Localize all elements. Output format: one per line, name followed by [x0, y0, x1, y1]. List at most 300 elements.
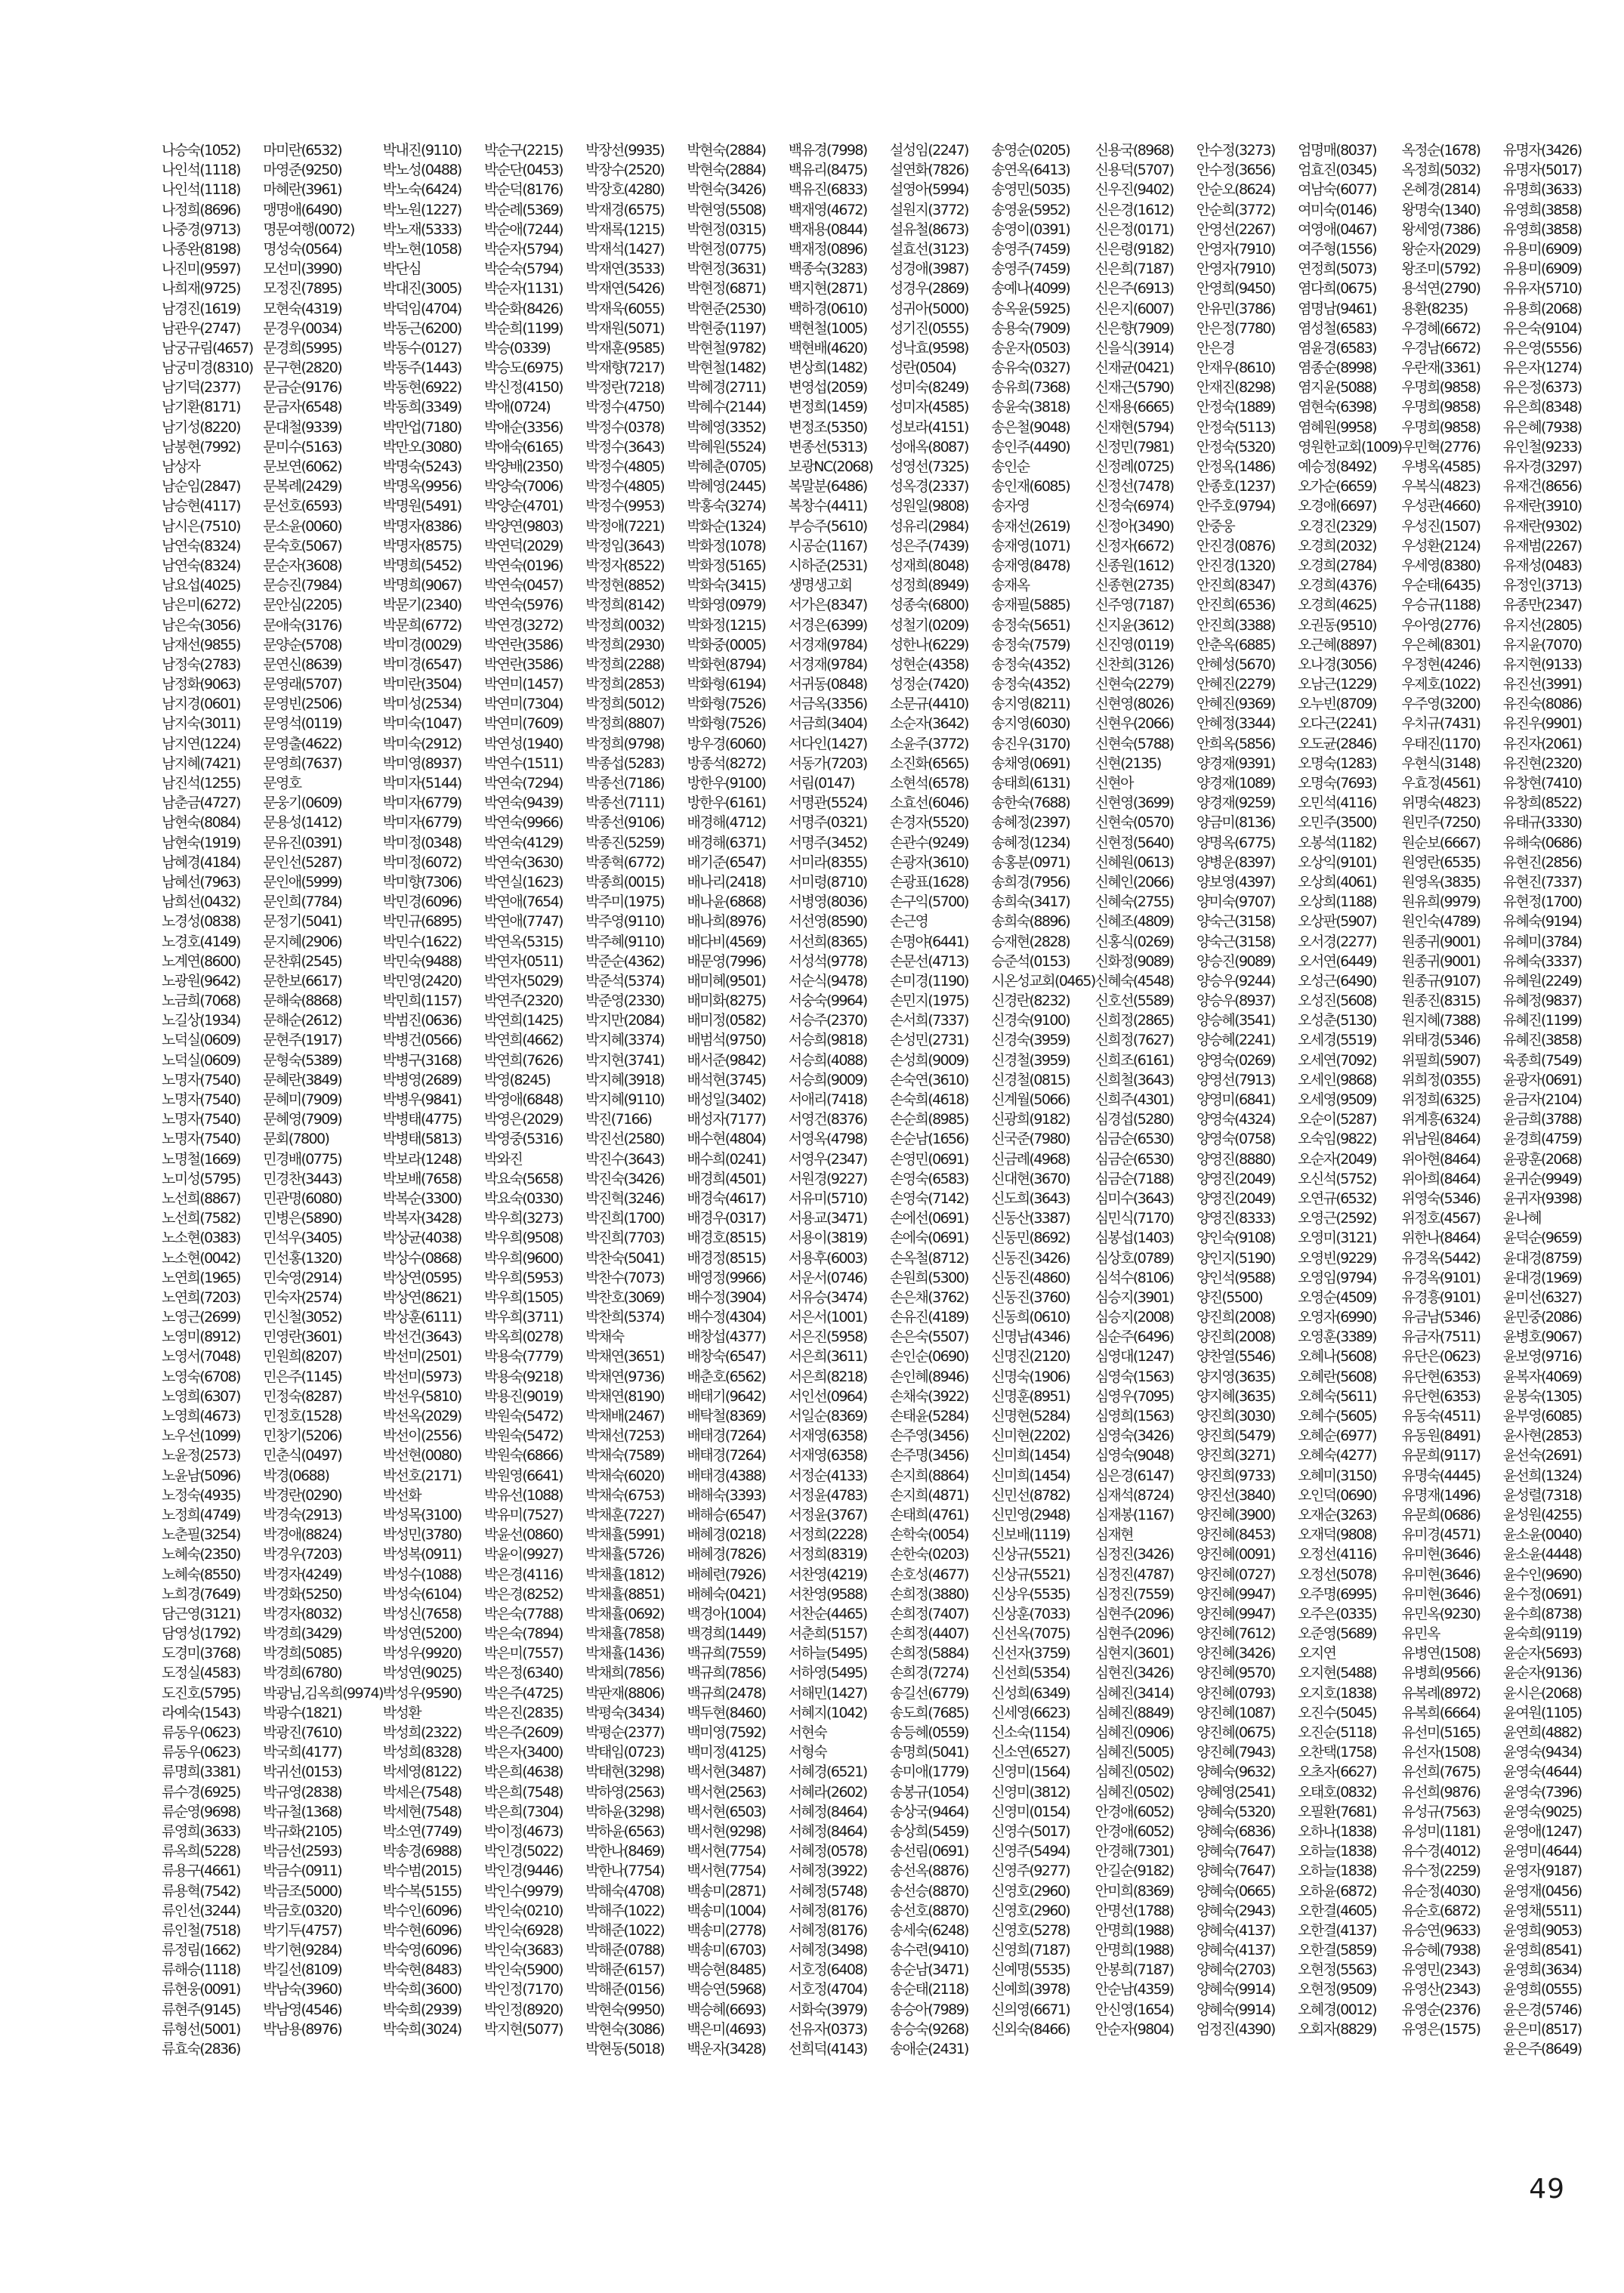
name-entry: 박경자(8032): [263, 1605, 342, 1622]
name-entry: 우현식(3148): [1401, 755, 1480, 772]
name-entry: 박원숙(5472): [484, 1427, 563, 1445]
name-entry: 박인숙(0210): [484, 1902, 563, 1919]
name-entry: 배수희(0241): [687, 1150, 766, 1168]
name-entry: 박장호(4280): [585, 181, 665, 199]
name-entry: 손명야(6441): [890, 933, 968, 950]
name-entry: 노선희(7582): [162, 1210, 240, 1227]
name-entry: 송영윤(5952): [991, 201, 1070, 218]
name-entry: 양승진(9089): [1196, 952, 1275, 970]
name-entry: 양진희(3271): [1196, 1447, 1275, 1464]
name-entry: 배태기(9642): [687, 1387, 766, 1405]
name-entry: 신은향(7909): [1095, 319, 1174, 337]
name-entry: 노영희(4673): [162, 1408, 240, 1424]
name-entry: 남관우(2747): [162, 319, 240, 337]
name-entry: 박판재(8806): [585, 1684, 665, 1702]
name-entry: 박영은(2029): [484, 1111, 563, 1128]
name-entry: 양진혜(0675): [1196, 1724, 1275, 1741]
name-entry: 박민수(1622): [382, 933, 462, 950]
name-entry: 박화순(1324): [687, 517, 766, 535]
name-entry: 박금호(0320): [263, 1902, 342, 1919]
name-entry: 설효선(3123): [890, 240, 968, 258]
name-entry: 박만업(7180): [382, 418, 462, 436]
name-entry: 오지연: [1298, 1645, 1336, 1662]
name-entry: 박수현(6096): [382, 1921, 462, 1939]
name-entry: 박현준(2530): [687, 300, 766, 317]
name-entry: 백서현(7754): [687, 1862, 766, 1880]
name-entry: 유선미(5165): [1401, 1724, 1480, 1741]
name-entry: 송길선(6779): [890, 1684, 968, 1702]
name-entry: 박해주(1022): [585, 1902, 665, 1919]
name-entry: 신현영(8026): [1095, 696, 1174, 713]
name-entry: 설연화(7826): [890, 162, 968, 179]
name-entry: 오민석(4116): [1298, 795, 1376, 812]
name-entry: 백하경(0610): [788, 300, 867, 317]
name-entry: 안명희(1988): [1095, 1921, 1174, 1939]
name-entry: 원지혜(7388): [1401, 1012, 1480, 1029]
name-entry: 송인재(6085): [991, 478, 1070, 495]
name-entry: 박은진(2835): [484, 1704, 563, 1721]
name-entry: 박화정(1215): [687, 616, 766, 634]
name-entry: 유선희(9876): [1401, 1783, 1480, 1801]
name-entry: 안신영(1654): [1095, 2001, 1174, 2018]
name-entry: 남승현(4117): [162, 498, 240, 515]
name-entry: 변영섭(2059): [788, 379, 867, 397]
name-entry: 박한나(7754): [585, 1862, 665, 1880]
name-entry: 민정숙(8287): [263, 1387, 342, 1405]
name-entry: 배석현(3745): [687, 1071, 766, 1088]
name-entry: 박연희(7626): [484, 1051, 563, 1069]
name-entry: 송정숙(4352): [991, 656, 1070, 673]
name-entry: 박명옥(9956): [382, 478, 462, 495]
name-entry: 유지선(2805): [1502, 616, 1582, 634]
name-entry: 유현정(1700): [1502, 893, 1582, 911]
name-entry: 양영진(8333): [1196, 1210, 1275, 1227]
name-entry: 송유숙(0327): [991, 360, 1070, 377]
name-entry: 남혜경(4184): [162, 853, 240, 871]
name-entry: 오주명(6995): [1298, 1585, 1376, 1603]
name-entry: 송봉규(1054): [890, 1783, 968, 1801]
name-entry: 서혜정(8176): [788, 1902, 867, 1919]
name-entry: 신정민(7981): [1095, 438, 1174, 455]
name-entry: 오혜순(6977): [1298, 1427, 1376, 1445]
name-entry: 양진희(2008): [1196, 1329, 1275, 1346]
name-entry: 문경우(0034): [263, 319, 342, 337]
name-entry: 승준석(0153): [991, 952, 1070, 970]
name-entry: 박경란(0290): [263, 1486, 342, 1504]
name-entry: 유진현(2320): [1502, 755, 1582, 772]
name-entry: 서혜정(8464): [788, 1822, 867, 1840]
name-entry: 신영희(7187): [991, 1942, 1070, 1959]
name-entry: 백현철(1005): [788, 319, 867, 337]
name-entry: 박정희(8807): [585, 715, 665, 733]
name-entry: 명성숙(0564): [263, 240, 342, 258]
name-entry: 위한나(8464): [1401, 1230, 1480, 1247]
name-entry: 유경옥(5442): [1401, 1249, 1480, 1267]
name-entry: 안희옥(5856): [1196, 735, 1275, 752]
name-entry: 노희경(7649): [162, 1585, 240, 1603]
name-entry: 남은숙(3056): [162, 616, 240, 634]
name-entry: 박주미(1975): [585, 893, 665, 911]
name-entry: 윤귀순(9949): [1502, 1170, 1582, 1187]
name-entry: 윤수인(9690): [1502, 1566, 1582, 1583]
name-entry: 박명희(5452): [382, 557, 462, 574]
name-entry: 신혜숙(4548): [1095, 972, 1174, 989]
name-column: [991, 140, 1095, 2059]
name-entry: 성옥경(2337): [890, 478, 968, 495]
name-entry: 류수경(6925): [162, 1783, 240, 1801]
name-entry: 윤보영(9716): [1502, 1348, 1582, 1366]
name-entry: 오명숙(7693): [1298, 775, 1376, 792]
name-entry: 윤미선(6327): [1502, 1288, 1582, 1306]
name-entry: 여남숙(6077): [1298, 181, 1376, 199]
name-entry: 백재용(0844): [788, 221, 867, 238]
name-entry: 우정현(4246): [1401, 656, 1480, 673]
name-entry: 박순애(7244): [484, 221, 563, 238]
name-entry: 신명현(5284): [991, 1408, 1070, 1424]
name-entry: 양영숙(0269): [1196, 1051, 1275, 1069]
name-entry: 문인희(7784): [263, 893, 342, 911]
name-entry: 박화현(8794): [687, 656, 766, 673]
name-entry: 박하윤(6563): [585, 1822, 665, 1840]
name-entry: 박남숙(3960): [263, 1981, 342, 1998]
name-entry: 박애순(3356): [484, 418, 563, 436]
name-entry: 백규희(7856): [687, 1665, 766, 1682]
name-entry: 안정옥(1486): [1196, 458, 1275, 475]
name-entry: 손주명(3456): [890, 1447, 968, 1464]
name-entry: 노혜숙(2350): [162, 1546, 240, 1563]
name-entry: 박연덕(2029): [484, 537, 563, 554]
name-entry: 박순자(1131): [484, 280, 563, 298]
name-entry: 손희정(3880): [890, 1585, 968, 1603]
name-entry: 우성관(4660): [1401, 498, 1480, 515]
name-entry: 박미란(3504): [382, 676, 462, 693]
name-entry: 유영희(3858): [1502, 201, 1582, 218]
name-entry: 윤부영(6085): [1502, 1408, 1582, 1424]
name-entry: 박종진(5259): [585, 834, 665, 851]
name-entry: 박채휼(5991): [585, 1526, 665, 1544]
name-entry: 민숙자(2574): [263, 1288, 342, 1306]
name-entry: 신경숙(3959): [991, 1032, 1070, 1049]
name-entry: 여미숙(0146): [1298, 201, 1376, 218]
name-entry: 양진혜(3900): [1196, 1506, 1275, 1523]
name-entry: 박경애(8824): [263, 1526, 342, 1544]
name-entry: 서미라(8355): [788, 853, 867, 871]
name-entry: 유재성(0483): [1502, 557, 1582, 574]
name-entry: 문순자(3608): [263, 557, 342, 574]
name-entry: 원유희(9979): [1401, 893, 1480, 911]
name-column: [1503, 140, 1604, 2059]
name-entry: 노미성(5795): [162, 1170, 240, 1187]
name-entry: 유영은(1575): [1401, 2020, 1480, 2038]
name-entry: 박재원(5071): [585, 319, 665, 337]
name-entry: 노금희(7068): [162, 992, 240, 1010]
name-entry: 양진희(3030): [1196, 1408, 1275, 1424]
name-entry: 백미정(4125): [687, 1744, 766, 1761]
name-entry: 백경아(1004): [687, 1605, 766, 1622]
name-entry: 박상연(8621): [382, 1288, 462, 1306]
name-entry: 원종규(9107): [1401, 972, 1480, 989]
name-entry: 시하준(2531): [788, 557, 867, 574]
name-entry: 문한보(6617): [263, 972, 342, 989]
name-entry: 신은정(0171): [1095, 221, 1174, 238]
name-entry: 윤성원(4255): [1502, 1506, 1582, 1523]
name-entry: 윤경희(4759): [1502, 1131, 1582, 1148]
name-entry: 신희주(4301): [1095, 1091, 1174, 1108]
name-entry: 박문희(6772): [382, 616, 462, 634]
name-entry: 배경우(0317): [687, 1210, 766, 1227]
name-entry: 신희정(2865): [1095, 1012, 1174, 1029]
name-entry: 박은희(7548): [484, 1783, 563, 1801]
name-entry: 백경희(1449): [687, 1625, 766, 1643]
name-entry: 유명재(1496): [1401, 1486, 1480, 1504]
name-entry: 유경흥(9101): [1401, 1288, 1480, 1306]
name-entry: 박기두(4757): [263, 1921, 342, 1939]
name-entry: 심영대(1247): [1095, 1348, 1174, 1366]
name-entry: 박채숙(7589): [585, 1447, 665, 1464]
name-entry: 양영진(2049): [1196, 1170, 1275, 1187]
name-entry: 손채숙(3922): [890, 1387, 968, 1405]
name-entry: 박병구(3168): [382, 1051, 462, 1069]
name-entry: 백승현(8485): [687, 1961, 766, 1979]
name-entry: 박은자(3400): [484, 1744, 563, 1761]
name-entry: 박명숙(5243): [382, 458, 462, 475]
name-entry: 송재영(8478): [991, 557, 1070, 574]
name-entry: 박채휼(1436): [585, 1645, 665, 1662]
name-entry: 성경애(3987): [890, 261, 968, 278]
name-entry: 양진(5500): [1196, 1288, 1262, 1306]
name-entry: 박연희(1425): [484, 1012, 563, 1029]
name-entry: 백송미(1004): [687, 1902, 766, 1919]
name-entry: 모현숙(4319): [263, 300, 342, 317]
name-entry: 성원일(9808): [890, 498, 968, 515]
name-entry: 박정수(4805): [585, 478, 665, 495]
name-entry: 박양순(4701): [484, 498, 563, 515]
name-entry: 노경성(0838): [162, 913, 240, 930]
name-entry: 서미령(8710): [788, 873, 867, 890]
name-entry: 예승정(8492): [1298, 458, 1376, 475]
name-entry: 박진(7166): [585, 1111, 652, 1128]
name-entry: 심영숙(1563): [1095, 1368, 1174, 1385]
name-entry: 손지희(8864): [890, 1467, 968, 1484]
name-entry: 유명자(3426): [1502, 142, 1582, 159]
name-entry: 박재록(1215): [585, 221, 665, 238]
name-entry: 배기준(6547): [687, 853, 766, 871]
name-entry: 문복례(2429): [263, 478, 342, 495]
name-entry: 류인철(7518): [162, 1921, 240, 1939]
name-entry: 소문규(4410): [890, 696, 968, 713]
name-entry: 안진희(8347): [1196, 577, 1275, 594]
name-entry: 문정기(5041): [263, 913, 342, 930]
name-entry: 손에숙(0691): [890, 1230, 968, 1247]
name-entry: 백지현(2871): [788, 280, 867, 298]
name-entry: 오상판(5907): [1298, 913, 1376, 930]
name-entry: 양인숙(9108): [1196, 1230, 1275, 1247]
name-entry: 박재연(3533): [585, 261, 665, 278]
name-entry: 오진수(5045): [1298, 1704, 1376, 1721]
name-entry: 오권동(9510): [1298, 616, 1376, 634]
name-entry: 박기현(9284): [263, 1942, 342, 1959]
name-entry: 방우경(6060): [687, 735, 766, 752]
name-entry: 서정윤(4783): [788, 1486, 867, 1504]
name-entry: 송승숙(9268): [890, 2020, 968, 2038]
name-entry: 노영서(7048): [162, 1348, 240, 1366]
name-entry: 송선승(8870): [890, 1882, 968, 1900]
name-entry: 서형숙: [788, 1744, 827, 1761]
name-entry: 박채선(7253): [585, 1427, 665, 1445]
name-entry: 민경배(0775): [263, 1150, 342, 1168]
name-entry: 박하윤(3298): [585, 1803, 665, 1820]
name-entry: 박연숙(9966): [484, 814, 563, 832]
name-entry: 서재영(6358): [788, 1447, 867, 1464]
name-entry: 유영산(2343): [1401, 1981, 1480, 1998]
name-entry: 박선현(0080): [382, 1447, 462, 1464]
name-entry: 우성진(1507): [1401, 517, 1480, 535]
name-entry: 오재순(3263): [1298, 1506, 1376, 1523]
name-entry: 신혜숙(2755): [1095, 893, 1174, 911]
name-entry: 손인순(0690): [890, 1348, 968, 1366]
name-entry: 박현숙(2884): [687, 162, 766, 179]
name-entry: 안유민(3786): [1196, 300, 1275, 317]
name-entry: 노춘필(3254): [162, 1526, 240, 1544]
name-entry: 우효정(4561): [1401, 775, 1480, 792]
name-entry: 박병태(5813): [382, 1131, 462, 1148]
name-entry: 노영희(6307): [162, 1387, 240, 1405]
name-entry: 양인석(9588): [1196, 1269, 1275, 1286]
name-entry: 방종석(8272): [687, 755, 766, 772]
name-entry: 유명희(3633): [1502, 181, 1582, 199]
name-entry: 송세숙(6248): [890, 1921, 968, 1939]
name-entry: 양보영(4397): [1196, 873, 1275, 890]
name-entry: 나인석(1118): [162, 181, 240, 199]
name-entry: 신명남(4346): [991, 1329, 1070, 1346]
name-entry: 심은경(6147): [1095, 1467, 1174, 1484]
name-entry: 윤숙희(9119): [1502, 1625, 1582, 1643]
name-entry: 서정윤(3767): [788, 1506, 867, 1523]
name-entry: 양진혜(7943): [1196, 1744, 1275, 1761]
name-entry: 박연란(3586): [484, 656, 563, 673]
name-entry: 신정자(6672): [1095, 537, 1174, 554]
name-entry: 박한나(8469): [585, 1843, 665, 1860]
name-entry: 손근영: [890, 913, 928, 930]
name-entry: 담영성(1792): [162, 1625, 240, 1643]
name-entry: 문현주(1917): [263, 1032, 342, 1049]
name-entry: 신예희(3978): [991, 1981, 1070, 1998]
name-entry: 박미영(8937): [382, 755, 462, 772]
name-entry: 노선희(8867): [162, 1190, 240, 1207]
name-entry: 유재란(9302): [1502, 517, 1582, 535]
name-entry: 오혜미(3150): [1298, 1467, 1376, 1484]
name-entry: 유금자(7511): [1401, 1329, 1480, 1346]
name-entry: 신경숙(9100): [991, 1012, 1070, 1029]
name-entry: 유동숙(4511): [1401, 1408, 1480, 1424]
name-entry: 성은주(7439): [890, 537, 968, 554]
name-entry: 박소연(7749): [382, 1822, 462, 1840]
name-entry: 신동민(8692): [991, 1230, 1070, 1247]
name-column: [383, 140, 484, 2059]
name-entry: 승재현(2828): [991, 933, 1070, 950]
name-entry: 박귀선(0153): [263, 1764, 342, 1781]
name-entry: 박은숙(7788): [484, 1605, 563, 1622]
name-entry: 오상희(1188): [1298, 893, 1376, 911]
name-entry: 민관명(6080): [263, 1190, 342, 1207]
name-entry: 남요섭(4025): [162, 577, 240, 594]
name-entry: 남지숙(3011): [162, 715, 240, 733]
name-entry: 손관수(9249): [890, 834, 968, 851]
name-entry: 유미현(3646): [1401, 1546, 1480, 1563]
name-entry: 심혜진(3414): [1095, 1684, 1174, 1702]
name-entry: 신예명(5535): [991, 1961, 1070, 1979]
name-entry: 서호정(4704): [788, 1981, 867, 1998]
name-entry: 서해민(1427): [788, 1684, 867, 1702]
name-entry: 성영선(7325): [890, 458, 968, 475]
name-entry: 서경재(9784): [788, 656, 867, 673]
name-entry: 박송경(6988): [382, 1843, 462, 1860]
name-entry: 박지혜(3918): [585, 1071, 665, 1088]
name-entry: 송순태(2118): [890, 1981, 968, 1998]
name-entry: 오혜경(0012): [1298, 2001, 1376, 2018]
name-entry: 양숙근(3158): [1196, 933, 1275, 950]
name-entry: 심경섭(5280): [1095, 1111, 1174, 1128]
name-entry: 염현숙(6398): [1298, 399, 1376, 416]
name-entry: 성한나(6229): [890, 636, 968, 653]
name-entry: 양영선(7913): [1196, 1071, 1275, 1088]
name-entry: 배창숙(6547): [687, 1348, 766, 1366]
name-entry: 송정숙(7579): [991, 636, 1070, 653]
name-entry: 남현숙(1919): [162, 834, 240, 851]
name-entry: 박수범(2015): [382, 1862, 462, 1880]
name-entry: 남궁미경(8310): [162, 360, 253, 377]
name-entry: 손은숙(5507): [890, 1329, 968, 1346]
name-entry: 유재건(8656): [1502, 478, 1582, 495]
name-entry: 박현정(6871): [687, 280, 766, 298]
name-entry: 송애순(2431): [890, 2041, 968, 2057]
name-entry: 서금옥(3356): [788, 696, 867, 713]
name-entry: 박승도(6975): [484, 360, 563, 377]
name-entry: 류인선(3244): [162, 1902, 240, 1919]
name-entry: 유혜진(3858): [1502, 1032, 1582, 1049]
name-entry: 박상수(0868): [382, 1249, 462, 1267]
name-entry: 안정숙(1889): [1196, 399, 1275, 416]
name-entry: 문안심(2205): [263, 597, 342, 614]
name-entry: 유진자(2061): [1502, 735, 1582, 752]
name-entry: 박화숙(3415): [687, 577, 766, 594]
name-entry: 박선화: [382, 1486, 421, 1504]
name-entry: 오지호(1838): [1298, 1684, 1376, 1702]
name-entry: 양영진(8880): [1196, 1150, 1275, 1168]
name-entry: 박현숙(2884): [687, 142, 766, 159]
name-entry: 신재현(5794): [1095, 418, 1174, 436]
name-entry: 신진영(0119): [1095, 636, 1174, 653]
name-entry: 배태경(7264): [687, 1447, 766, 1464]
name-entry: 송용숙(7909): [991, 319, 1070, 337]
name-entry: 박우희(3273): [484, 1210, 563, 1227]
name-entry: 배나희(8976): [687, 913, 766, 930]
name-entry: 박성민(3780): [382, 1526, 462, 1544]
name-entry: 유성규(7563): [1401, 1803, 1480, 1820]
name-entry: 서경재(9784): [788, 636, 867, 653]
name-entry: 신종원(1612): [1095, 557, 1174, 574]
name-entry: 민병은(5890): [263, 1210, 342, 1227]
name-entry: 박성희(2322): [382, 1724, 462, 1741]
name-entry: 문영빈(2506): [263, 696, 342, 713]
name-column: [890, 140, 991, 2059]
name-entry: 박금조(5000): [263, 1882, 342, 1900]
name-entry: 손문선(4713): [890, 952, 968, 970]
name-entry: 소현석(6578): [890, 775, 968, 792]
name-entry: 서화숙(3979): [788, 2001, 867, 2018]
name-entry: 오혜숙(5611): [1298, 1387, 1376, 1405]
name-entry: 양진혜(9947): [1196, 1605, 1275, 1622]
